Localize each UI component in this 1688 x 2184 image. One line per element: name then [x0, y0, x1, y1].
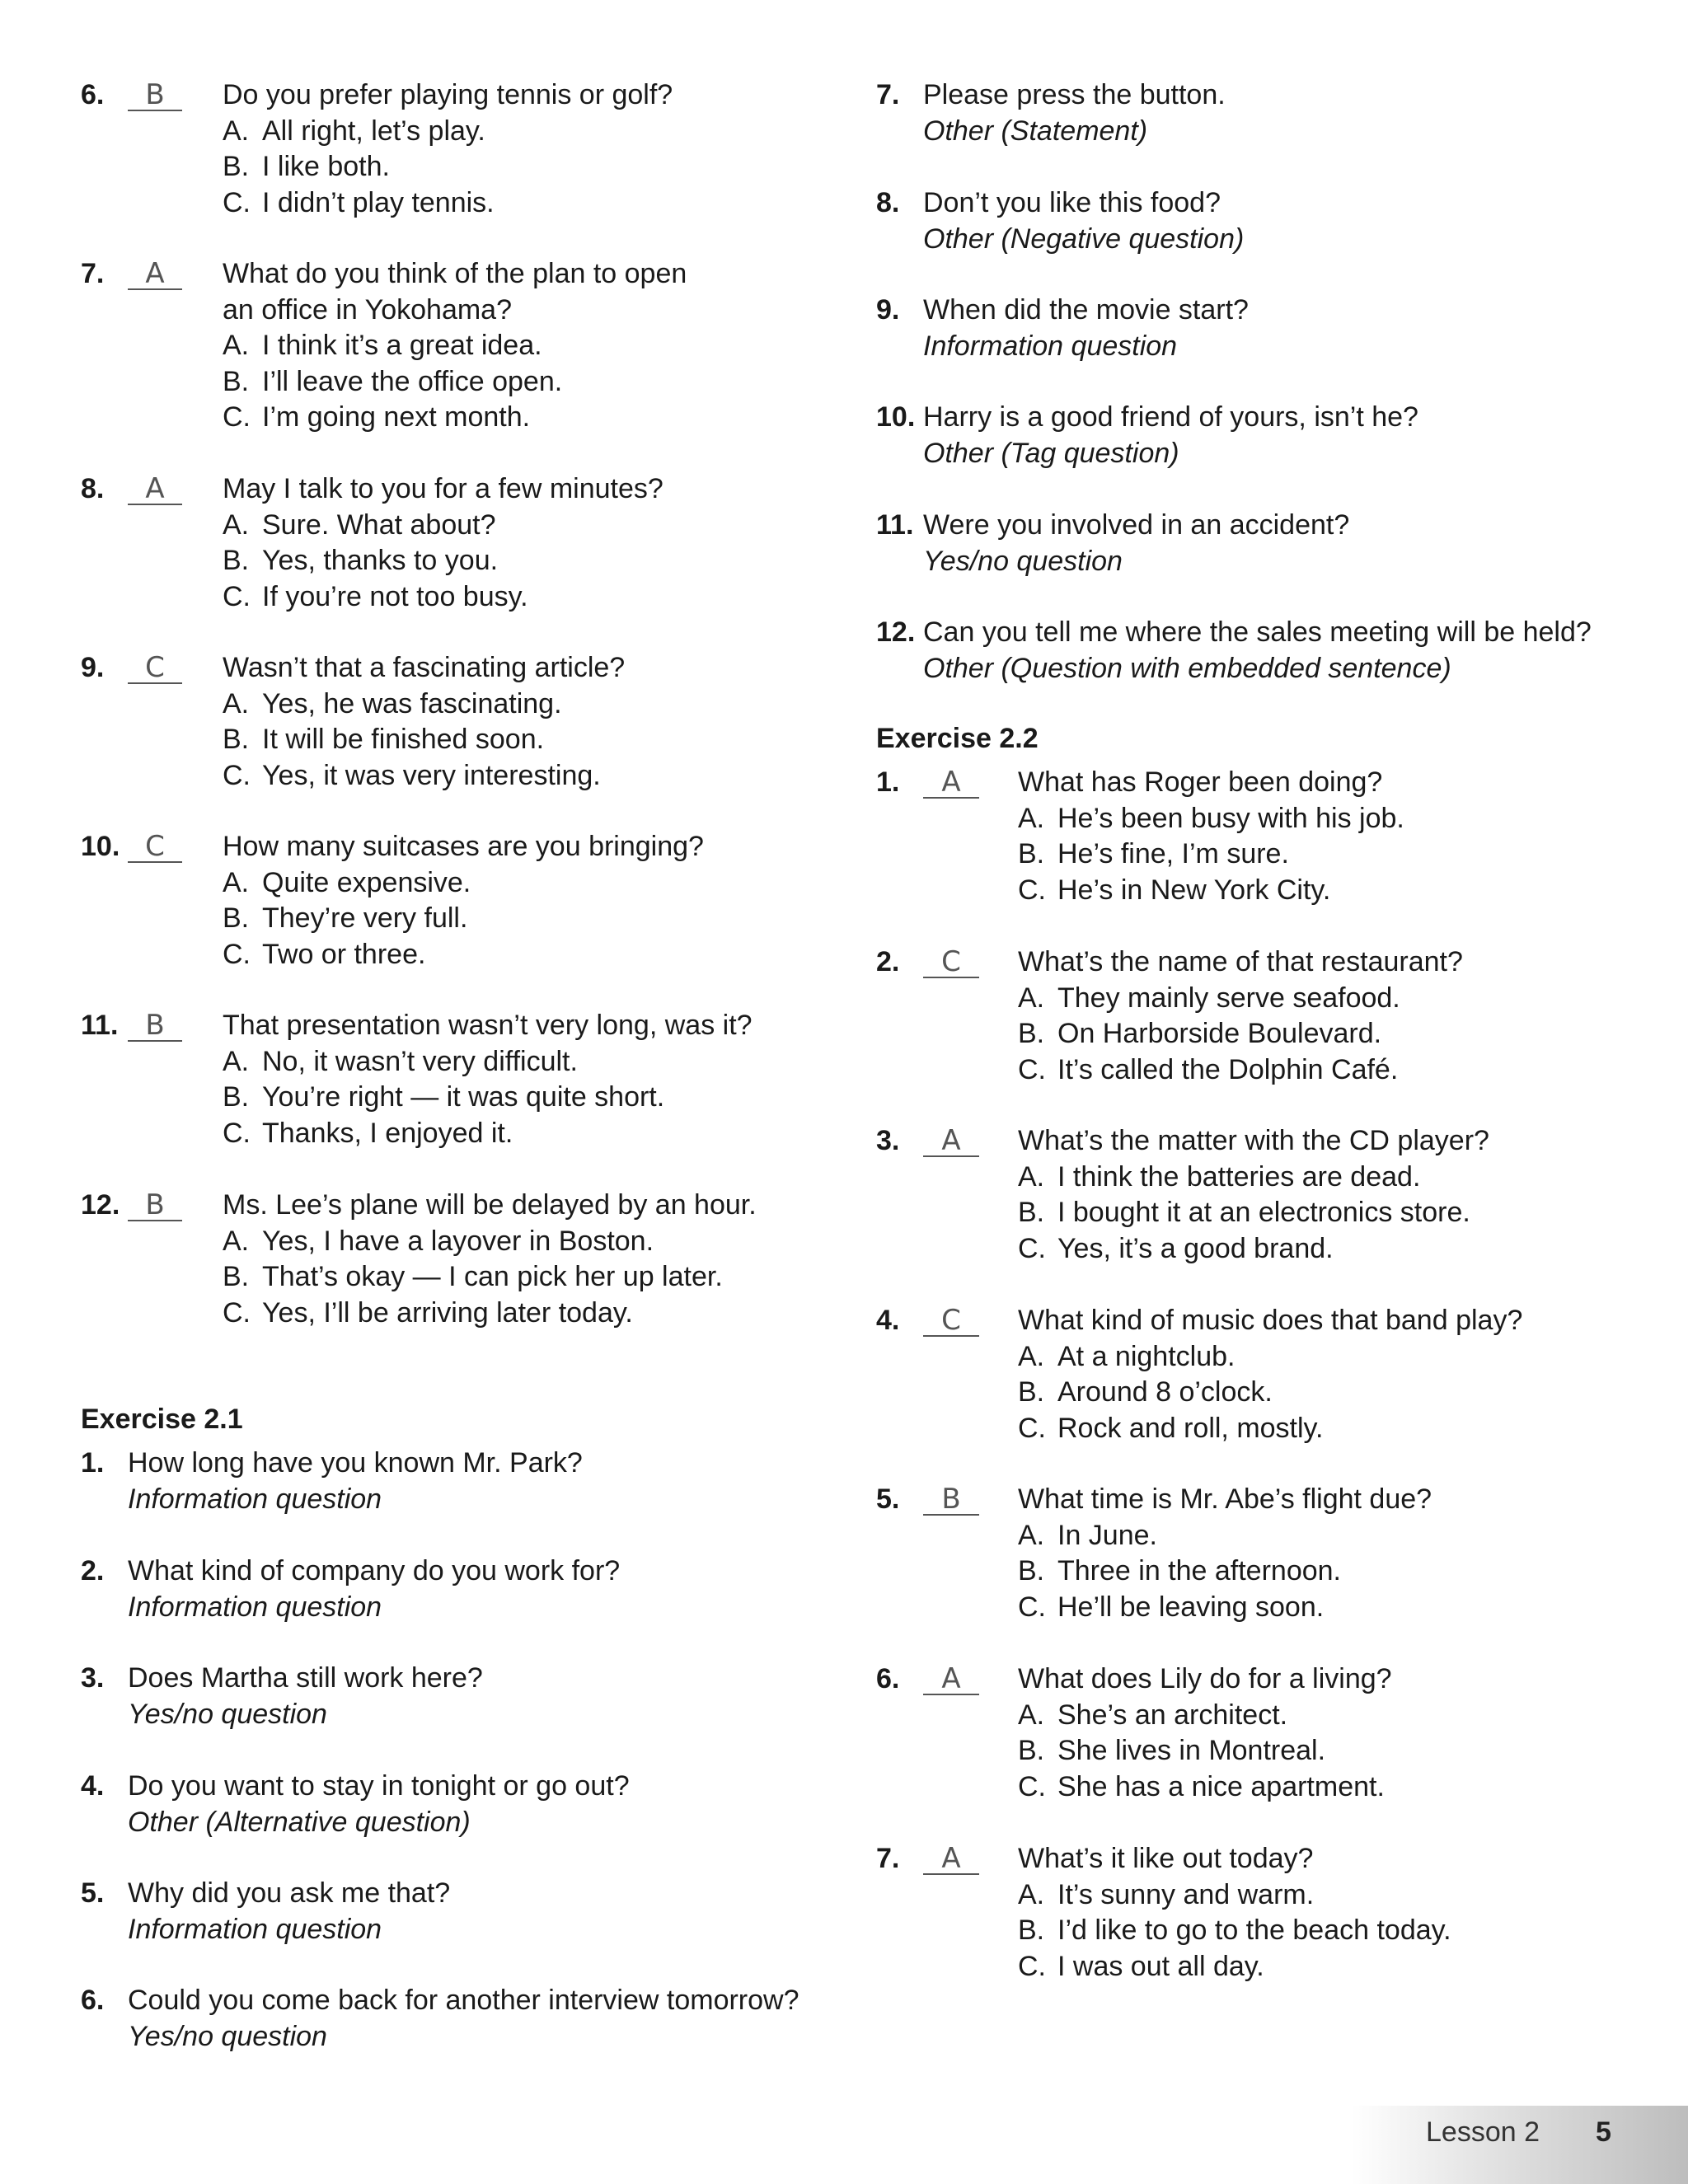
option-row	[223, 686, 562, 722]
option-letter: C.	[223, 938, 251, 970]
question-text: How many suitcases are you bringing?	[223, 831, 704, 862]
option-row	[223, 757, 601, 794]
option-letter: B.	[223, 545, 250, 576]
item-number: 6.	[81, 1985, 105, 2016]
option-text: I didn’t play tennis.	[262, 186, 495, 218]
question-type-answer: Other (Statement)	[923, 115, 1148, 147]
option-row	[1018, 1697, 1287, 1733]
option-row	[1018, 1517, 1157, 1554]
option-text: At a nightclub.	[1057, 1340, 1236, 1372]
option-text: No, it wasn’t very difficult.	[262, 1045, 578, 1077]
option-row	[1018, 1553, 1341, 1589]
option-row	[223, 1079, 664, 1115]
option-row	[1018, 1769, 1385, 1805]
option-text: I’ll leave the office open.	[262, 365, 563, 397]
option-text: It’s sunny and warm.	[1057, 1878, 1315, 1910]
option-letter: A.	[223, 115, 250, 147]
item-number: 3.	[876, 1125, 900, 1156]
option-text: Thanks, I enjoyed it.	[262, 1117, 513, 1149]
option-letter: A.	[223, 687, 250, 719]
option-letter: A.	[1018, 1699, 1045, 1731]
exercise-heading: Exercise 2.2	[876, 723, 1039, 754]
option-row	[1018, 1948, 1264, 1985]
answer-blank: C	[923, 1304, 979, 1337]
option-letter: A.	[223, 509, 250, 541]
option-row	[1018, 1338, 1235, 1375]
option-letter: C.	[1018, 1591, 1046, 1623]
question-text: Wasn’t that a fascinating article?	[223, 652, 626, 683]
option-text: Yes, thanks to you.	[262, 545, 499, 576]
question-text: What has Roger been doing?	[1018, 766, 1383, 798]
option-letter: C.	[223, 1117, 251, 1149]
question-text: an office in Yokohama?	[223, 293, 512, 326]
option-text: Yes, I’ll be arriving later today.	[262, 1296, 633, 1329]
question-text: Harry is a good friend of yours, isn’t he?	[923, 401, 1418, 433]
option-row	[223, 327, 542, 363]
option-text: Two or three.	[262, 938, 426, 970]
option-row	[223, 185, 495, 221]
question-text: Can you tell me where the sales meeting will be held?	[923, 616, 1592, 648]
question-text: What’s the matter with the CD player?	[1018, 1125, 1489, 1156]
option-text: Three in the afternoon.	[1057, 1555, 1342, 1586]
option-letter: A.	[223, 866, 250, 898]
question-text: What’s the name of that restaurant?	[1018, 946, 1463, 977]
item-number: 8.	[876, 187, 900, 218]
item-number: 8.	[81, 473, 105, 504]
option-row	[223, 1295, 633, 1331]
option-row	[1018, 800, 1404, 837]
answer-blank: A	[128, 472, 182, 505]
question-type-answer: Information question	[128, 1913, 382, 1945]
answer-blank: B	[128, 78, 182, 111]
option-text: Yes, it’s a good brand.	[1057, 1232, 1334, 1264]
item-number: 4.	[81, 1770, 105, 1802]
option-letter: A.	[1018, 1519, 1045, 1551]
option-text: I was out all day.	[1057, 1950, 1264, 1982]
answer-blank: A	[923, 766, 979, 799]
option-row	[1018, 1159, 1420, 1195]
option-text: It will be finished soon.	[262, 724, 545, 755]
option-letter: C.	[1018, 1950, 1046, 1982]
answer-blank: A	[128, 257, 182, 290]
option-row	[1018, 1015, 1381, 1052]
option-row	[1018, 1732, 1325, 1769]
exercise-heading: Exercise 2.1	[81, 1404, 243, 1435]
item-number: 11.	[81, 1010, 119, 1041]
question-text: Do you prefer playing tennis or golf?	[223, 79, 673, 110]
option-text: You’re right — it was quite short.	[262, 1081, 665, 1113]
question-type-answer: Yes/no question	[128, 2020, 327, 2052]
answer-blank: B	[923, 1483, 979, 1516]
question-type-answer: Information question	[128, 1591, 382, 1623]
option-row	[1018, 980, 1400, 1016]
option-letter: B.	[1018, 1197, 1045, 1228]
item-number: 12.	[876, 616, 916, 648]
option-row	[1018, 1589, 1324, 1625]
answer-blank: C	[923, 945, 979, 978]
option-letter: A.	[1018, 1340, 1045, 1372]
item-number: 1.	[876, 766, 900, 798]
footer-page-number: 5	[1596, 2116, 1611, 2148]
option-row	[223, 1258, 723, 1295]
option-letter: B.	[223, 151, 250, 182]
option-row	[223, 113, 485, 149]
option-text: I’m going next month.	[262, 401, 531, 433]
option-row	[223, 507, 496, 543]
question-type-answer: Other (Tag question)	[923, 437, 1179, 469]
option-text: Yes, I have a layover in Boston.	[262, 1225, 654, 1257]
option-letter: C.	[223, 580, 251, 612]
option-text: Rock and roll, mostly.	[1057, 1412, 1324, 1444]
question-type-answer: Information question	[923, 330, 1178, 362]
option-letter: A.	[223, 1045, 250, 1077]
option-text: He’s been busy with his job.	[1057, 802, 1404, 834]
question-text: What kind of company do you work for?	[128, 1555, 621, 1586]
option-letter: B.	[223, 902, 250, 934]
question-text: What do you think of the plan to open	[223, 258, 687, 289]
option-row	[223, 148, 390, 185]
option-letter: B.	[223, 1081, 250, 1113]
question-text: May I talk to you for a few minutes?	[223, 473, 663, 504]
question-text: Please press the button.	[923, 79, 1226, 110]
option-row	[223, 399, 530, 435]
item-number: 4.	[876, 1305, 900, 1336]
option-row	[1018, 1230, 1334, 1267]
option-letter: C.	[1018, 1770, 1046, 1802]
option-row	[1018, 1052, 1398, 1088]
question-text: What kind of music does that band play?	[1018, 1305, 1523, 1336]
item-number: 10.	[876, 401, 916, 433]
option-letter: B.	[1018, 838, 1045, 869]
option-text: That’s okay — I can pick her up later.	[262, 1261, 723, 1292]
question-type-answer: Other (Question with embedded sentence)	[923, 652, 1451, 684]
item-number: 9.	[81, 652, 105, 683]
option-row	[223, 1115, 513, 1151]
option-letter: B.	[1018, 1018, 1045, 1049]
question-text: Could you come back for another interview tomorrow?	[128, 1985, 799, 2016]
option-text: All right, let’s play.	[262, 115, 485, 147]
option-text: In June.	[1057, 1519, 1157, 1551]
option-letter: B.	[1018, 1735, 1045, 1766]
option-row	[223, 579, 528, 615]
question-type-answer: Other (Negative question)	[923, 223, 1245, 255]
question-text: What’s it like out today?	[1018, 1843, 1314, 1874]
option-row	[223, 542, 498, 579]
question-type-answer: Information question	[128, 1483, 382, 1515]
option-text: I bought it at an electronics store.	[1057, 1197, 1470, 1228]
question-text: Don’t you like this food?	[923, 187, 1221, 218]
item-number: 6.	[81, 79, 105, 110]
option-letter: A.	[1018, 1878, 1045, 1910]
answer-blank: B	[128, 1188, 182, 1221]
option-text: It’s called the Dolphin Café.	[1057, 1053, 1399, 1085]
option-letter: A.	[1018, 802, 1045, 834]
option-letter: C.	[223, 1296, 251, 1329]
option-row	[223, 1043, 578, 1080]
option-letter: A.	[1018, 982, 1045, 1014]
option-letter: A.	[1018, 1160, 1045, 1193]
option-row	[1018, 1374, 1273, 1410]
question-type-answer: Yes/no question	[923, 545, 1123, 577]
option-text: He’s fine, I’m sure.	[1057, 838, 1289, 869]
answer-blank: A	[923, 1842, 979, 1875]
option-letter: C.	[1018, 874, 1046, 906]
option-text: She has a nice apartment.	[1057, 1770, 1385, 1802]
question-text: How long have you known Mr. Park?	[128, 1447, 583, 1479]
option-row	[1018, 1410, 1323, 1446]
option-text: On Harborside Boulevard.	[1057, 1018, 1382, 1049]
option-letter: B.	[223, 1261, 250, 1292]
option-letter: B.	[1018, 1915, 1045, 1946]
option-text: I like both.	[262, 151, 390, 182]
option-text: Sure. What about?	[262, 509, 496, 541]
option-text: Yes, it was very interesting.	[262, 759, 601, 791]
answer-blank: A	[923, 1124, 979, 1157]
question-text: Why did you ask me that?	[128, 1877, 451, 1909]
option-letter: B.	[1018, 1555, 1045, 1586]
item-number: 7.	[876, 1843, 900, 1874]
option-letter: B.	[223, 724, 250, 755]
item-number: 1.	[81, 1447, 105, 1479]
question-text: What time is Mr. Abe’s flight due?	[1018, 1483, 1432, 1515]
option-text: Quite expensive.	[262, 866, 471, 898]
item-number: 6.	[876, 1663, 900, 1694]
option-letter: C.	[1018, 1053, 1046, 1085]
option-text: Around 8 o’clock.	[1057, 1376, 1273, 1408]
answer-blank: A	[923, 1662, 979, 1695]
footer-lesson-label: Lesson 2	[1426, 2116, 1540, 2148]
item-number: 9.	[876, 294, 900, 326]
option-row	[223, 363, 562, 400]
option-text: She’s an architect.	[1057, 1699, 1288, 1731]
option-text: They mainly serve seafood.	[1057, 982, 1400, 1014]
option-letter: A.	[223, 330, 250, 361]
option-row	[223, 1223, 654, 1259]
option-text: I’d like to go to the beach today.	[1057, 1915, 1451, 1946]
question-text: When did the movie start?	[923, 294, 1249, 326]
option-letter: B.	[223, 365, 250, 397]
option-letter: C.	[223, 401, 251, 433]
question-text: Do you want to stay in tonight or go out?	[128, 1770, 630, 1802]
answer-blank: C	[128, 830, 182, 863]
item-number: 7.	[876, 79, 900, 110]
item-number: 2.	[876, 946, 900, 977]
option-letter: C.	[1018, 1412, 1046, 1444]
option-row	[1018, 1877, 1314, 1913]
option-text: I think it’s a great idea.	[262, 330, 542, 361]
option-text: If you’re not too busy.	[262, 580, 528, 612]
option-text: He’ll be leaving soon.	[1057, 1591, 1325, 1623]
option-text: She lives in Montreal.	[1057, 1735, 1326, 1766]
question-text: Were you involved in an accident?	[923, 509, 1350, 541]
option-letter: C.	[1018, 1232, 1046, 1264]
option-row	[223, 900, 467, 936]
option-text: He’s in New York City.	[1057, 874, 1331, 906]
item-number: 2.	[81, 1555, 105, 1586]
option-row	[223, 936, 425, 972]
option-row	[1018, 1194, 1470, 1230]
item-number: 11.	[876, 509, 914, 541]
option-row	[223, 865, 471, 901]
option-row	[1018, 1912, 1451, 1948]
answer-blank: C	[128, 651, 182, 684]
question-type-answer: Yes/no question	[128, 1698, 327, 1730]
option-text: I think the batteries are dead.	[1057, 1160, 1421, 1193]
option-row	[223, 721, 544, 757]
question-text: Ms. Lee’s plane will be delayed by an hour.	[223, 1189, 757, 1221]
question-text: Does Martha still work here?	[128, 1662, 483, 1694]
option-row	[1018, 872, 1330, 908]
item-number: 3.	[81, 1662, 105, 1694]
option-letter: C.	[223, 186, 251, 218]
option-letter: C.	[223, 759, 251, 791]
option-letter: A.	[223, 1225, 250, 1257]
question-type-answer: Other (Alternative question)	[128, 1806, 471, 1838]
item-number: 7.	[81, 258, 105, 289]
question-text: That presentation wasn’t very long, was it?	[223, 1010, 753, 1041]
option-text: They’re very full.	[262, 902, 468, 934]
item-number: 5.	[81, 1877, 105, 1909]
option-letter: B.	[1018, 1376, 1045, 1408]
option-row	[1018, 836, 1289, 872]
question-text: What does Lily do for a living?	[1018, 1663, 1392, 1694]
option-text: Yes, he was fascinating.	[262, 687, 562, 719]
item-number: 5.	[876, 1483, 900, 1515]
answer-blank: B	[128, 1009, 182, 1042]
item-number: 10.	[81, 831, 120, 862]
item-number: 12.	[81, 1189, 120, 1221]
